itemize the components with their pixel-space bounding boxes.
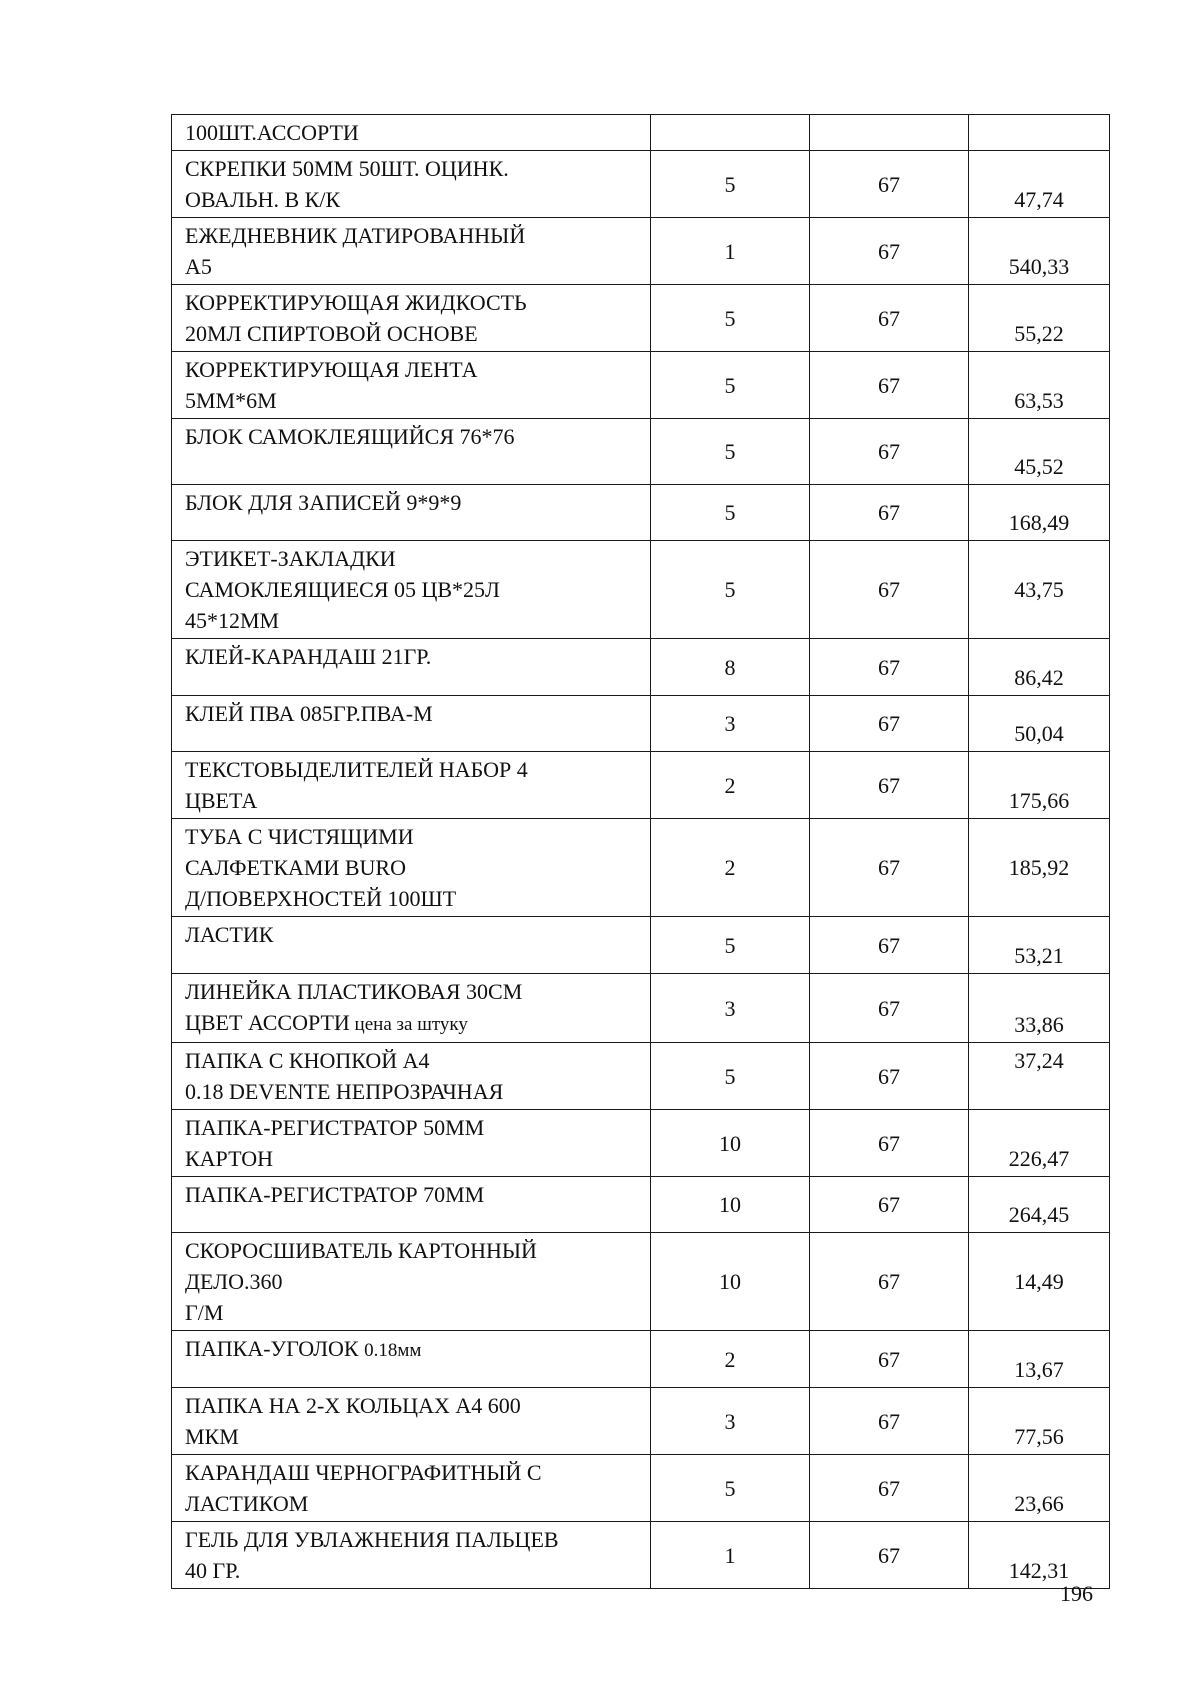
item-name: ПАПКА-РЕГИСТРАТОР 50ММ КАРТОН [185, 1115, 485, 1171]
item-quantity: 5 [651, 917, 810, 974]
item-code: 67 [810, 974, 969, 1043]
item-price [969, 115, 1110, 151]
item-code: 67 [810, 1110, 969, 1177]
item-code: 67 [810, 752, 969, 819]
item-name: КОРРЕКТИРУЮЩАЯ ЖИДКОСТЬ 20МЛ СПИРТОВОЙ ОСНОВЕ [185, 290, 527, 346]
items-table [171, 114, 1110, 1589]
table-row [172, 218, 1110, 285]
item-name: КЛЕЙ-КАРАНДАШ 21ГР. [185, 644, 432, 669]
item-name: ПАПКА-РЕГИСТРАТОР 70ММ [185, 1182, 485, 1207]
table-row [172, 1177, 1110, 1233]
item-name: ПАПКА НА 2-Х КОЛЬЦАХ А4 600 МКМ [185, 1393, 521, 1449]
item-price: 175,66 [969, 752, 1110, 819]
item-name-cell [172, 419, 651, 485]
item-name: ТУБА С ЧИСТЯЩИМИ САЛФЕТКАМИ BURO Д/ПОВЕРХНОСТЕЙ 100ШТ [185, 824, 457, 911]
item-price: 43,75 [969, 541, 1110, 639]
table-row [172, 1331, 1110, 1388]
table-row [172, 352, 1110, 419]
item-quantity: 2 [651, 819, 810, 917]
item-quantity: 5 [651, 352, 810, 419]
item-price: 168,49 [969, 485, 1110, 541]
item-price: 53,21 [969, 917, 1110, 974]
item-name-cell [172, 1233, 651, 1331]
table-row [172, 541, 1110, 639]
table-row [172, 696, 1110, 752]
item-price: 13,67 [969, 1331, 1110, 1388]
table-row [172, 639, 1110, 696]
item-code: 67 [810, 1331, 969, 1388]
item-price: 37,24 [969, 1043, 1110, 1110]
item-name: БЛОК САМОКЛЕЯЩИЙСЯ 76*76 [185, 424, 515, 449]
table-row [172, 1522, 1110, 1589]
item-quantity: 10 [651, 1110, 810, 1177]
item-quantity: 2 [651, 1331, 810, 1388]
item-quantity: 1 [651, 1522, 810, 1589]
item-name: ЛИНЕЙКА ПЛАСТИКОВАЯ 30СМ ЦВЕТ АССОРТИ [185, 979, 523, 1035]
item-price: 50,04 [969, 696, 1110, 752]
item-code: 67 [810, 1522, 969, 1589]
item-name-cell [172, 115, 651, 151]
item-code: 67 [810, 1043, 969, 1110]
item-name: СКОРОСШИВАТЕЛЬ КАРТОННЫЙ ДЕЛО.360 Г/М [185, 1238, 537, 1325]
item-name-cell [172, 696, 651, 752]
item-name-cell [172, 151, 651, 218]
item-quantity: 8 [651, 639, 810, 696]
table-row [172, 1110, 1110, 1177]
item-name-cell [172, 1331, 651, 1388]
table-row [172, 1455, 1110, 1522]
item-price: 14,49 [969, 1233, 1110, 1331]
item-name-cell [172, 1455, 651, 1522]
item-price: 540,33 [969, 218, 1110, 285]
item-name-cell [172, 541, 651, 639]
item-price: 77,56 [969, 1388, 1110, 1455]
item-name-cell [172, 218, 651, 285]
item-code: 67 [810, 639, 969, 696]
item-name: СКРЕПКИ 50ММ 50ШТ. ОЦИНК. ОВАЛЬН. В К/К [185, 156, 509, 212]
item-quantity: 10 [651, 1177, 810, 1233]
item-quantity: 3 [651, 974, 810, 1043]
item-name-cell [172, 352, 651, 419]
item-code: 67 [810, 151, 969, 218]
table-row [172, 151, 1110, 218]
item-name-note: 0.18мм [364, 1340, 422, 1361]
item-quantity: 3 [651, 1388, 810, 1455]
item-name-cell [172, 1522, 651, 1589]
item-code: 67 [810, 485, 969, 541]
table-row [172, 1233, 1110, 1331]
items-table-body [172, 115, 1110, 1589]
item-name-cell [172, 1388, 651, 1455]
item-quantity: 10 [651, 1233, 810, 1331]
item-code: 67 [810, 917, 969, 974]
item-name: КАРАНДАШ ЧЕРНОГРАФИТНЫЙ С ЛАСТИКОМ [185, 1460, 542, 1516]
item-code: 67 [810, 1455, 969, 1522]
item-price: 33,86 [969, 974, 1110, 1043]
item-code: 67 [810, 696, 969, 752]
item-name-cell [172, 819, 651, 917]
item-code: 67 [810, 1388, 969, 1455]
table-row [172, 1043, 1110, 1110]
item-name: ПАПКА-УГОЛОК [185, 1336, 365, 1361]
item-price: 23,66 [969, 1455, 1110, 1522]
table-row [172, 115, 1110, 151]
item-price: 63,53 [969, 352, 1110, 419]
item-name: ТЕКСТОВЫДЕЛИТЕЛЕЙ НАБОР 4 ЦВЕТА [185, 757, 528, 813]
item-name-cell [172, 485, 651, 541]
item-name: ЭТИКЕТ-ЗАКЛАДКИ САМОКЛЕЯЩИЕСЯ 05 ЦВ*25Л 45*12ММ [185, 546, 500, 633]
item-quantity: 5 [651, 419, 810, 485]
table-row [172, 752, 1110, 819]
item-price: 55,22 [969, 285, 1110, 352]
item-quantity: 1 [651, 218, 810, 285]
item-name: КЛЕЙ ПВА 085ГР.ПВА-М [185, 701, 433, 726]
item-name-cell [172, 1177, 651, 1233]
item-code: 67 [810, 541, 969, 639]
item-price: 185,92 [969, 819, 1110, 917]
item-name: ГЕЛЬ ДЛЯ УВЛАЖНЕНИЯ ПАЛЬЦЕВ 40 ГР. [185, 1527, 559, 1583]
item-code: 67 [810, 218, 969, 285]
table-row [172, 917, 1110, 974]
item-name: 100ШТ.АССОРТИ [185, 120, 359, 145]
item-code: 67 [810, 352, 969, 419]
item-quantity: 3 [651, 696, 810, 752]
table-row [172, 1388, 1110, 1455]
table-row [172, 974, 1110, 1043]
item-quantity: 2 [651, 752, 810, 819]
item-quantity: 5 [651, 1455, 810, 1522]
table-row [172, 285, 1110, 352]
item-name-note: цена за штуку [349, 1014, 468, 1035]
item-name-cell [172, 917, 651, 974]
item-code: 67 [810, 419, 969, 485]
item-code: 67 [810, 1177, 969, 1233]
table-row [172, 819, 1110, 917]
item-name-cell [172, 1110, 651, 1177]
table-row [172, 419, 1110, 485]
item-name-cell [172, 1043, 651, 1110]
item-name-cell [172, 639, 651, 696]
item-price: 86,42 [969, 639, 1110, 696]
item-quantity: 5 [651, 285, 810, 352]
item-name-cell [172, 974, 651, 1043]
item-price: 47,74 [969, 151, 1110, 218]
item-price: 226,47 [969, 1110, 1110, 1177]
item-code: 67 [810, 1233, 969, 1331]
item-code: 67 [810, 285, 969, 352]
item-quantity: 5 [651, 485, 810, 541]
item-quantity: 5 [651, 541, 810, 639]
item-name: ЛАСТИК [185, 922, 274, 947]
item-name: ЕЖЕДНЕВНИК ДАТИРОВАННЫЙ А5 [185, 223, 526, 279]
item-quantity: 5 [651, 151, 810, 218]
item-price: 264,45 [969, 1177, 1110, 1233]
item-quantity [651, 115, 810, 151]
item-name-cell [172, 285, 651, 352]
table-row [172, 485, 1110, 541]
item-code [810, 115, 969, 151]
item-quantity: 5 [651, 1043, 810, 1110]
item-price: 45,52 [969, 419, 1110, 485]
item-name-cell [172, 752, 651, 819]
item-name: БЛОК ДЛЯ ЗАПИСЕЙ 9*9*9 [185, 490, 462, 515]
item-name: КОРРЕКТИРУЮЩАЯ ЛЕНТА 5ММ*6М [185, 357, 478, 413]
item-name: ПАПКА С КНОПКОЙ А4 0.18 DEVENTE НЕПРОЗРАЧНАЯ [185, 1048, 504, 1104]
item-code: 67 [810, 819, 969, 917]
item-price: 142,31 [969, 1522, 1110, 1589]
page-number: 196 [1060, 1581, 1093, 1606]
